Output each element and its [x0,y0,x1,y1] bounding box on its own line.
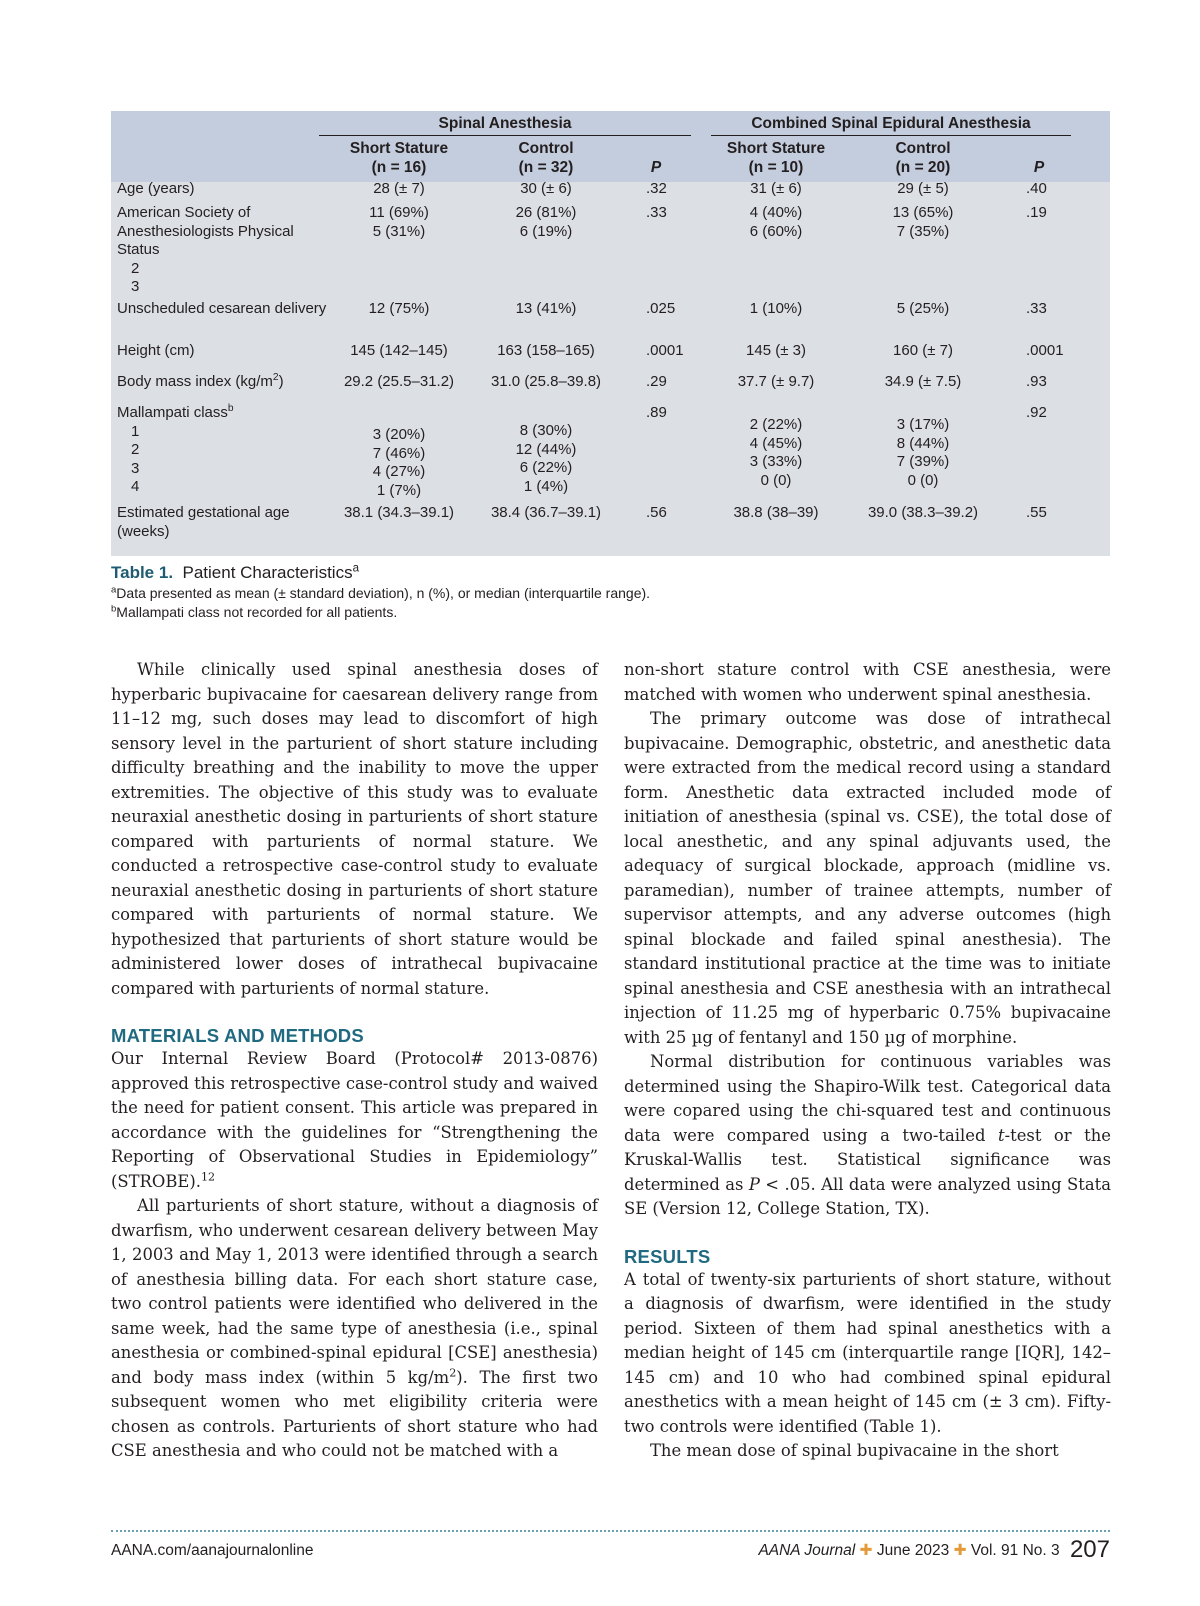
heading-results: RESULTS [624,1245,711,1267]
caption-title [111,562,1110,584]
cell-line: 1 (4%) [523,477,569,495]
superscript: b [227,403,234,414]
paragraph-statistics [624,1050,1111,1222]
cell-height-ss-spinal: 145 (142–145) [350,342,448,359]
row-label-gestational: Estimated gestational age (weeks) [117,504,290,540]
row-label-text: Body mass index (kg/m [117,373,273,390]
group-rule-spinal [319,135,691,136]
caption-title-text: Patient Characteristics [182,563,353,582]
cell-bmi-ss-spinal: 29.2 (25.5–31.2) [343,373,455,390]
col-header-p-spinal [641,158,671,177]
p-label: P [1033,159,1045,176]
paragraph-text: Our Internal Review Board (Protocol# 2013-0876) approved this retrospective case-control study and waived the need for patient consent. This article was prepared in accordance with the guidelines for “Strengthening the Reporting of Observational Studies in Epidemiology” (STROBE). [111,1049,598,1191]
cell-line: 5 (31%) [372,222,426,240]
cell-mallampati-control-spinal [476,422,616,496]
cell-line: 0 (0) [907,471,939,489]
cell-line: 7 (39%) [896,453,950,470]
cell-mallampati-ss-spinal [329,426,469,500]
footnote-text: Mallampati class not recorded for all patients. [116,604,398,620]
row-label-mallampati [117,404,332,497]
citation-ref: 12 [200,1170,216,1184]
cell-line: 6 (22%) [519,459,573,476]
cell-unscheduled-ss-spinal: 12 (75%) [368,300,430,317]
paragraph-outcome: The primary outcome was dose of intrathecal bupivacaine. Demographic, obstetric, and anesthetic data were extracted from the medical record using a standard form. Anesthetic data extracted included mode of initiation of anesthesia (spinal vs. CSE), the total dose of local anesthetic, and any spinal adjuvants used, the adequacy of surgical blockade, approach (midline vs. paramedian), number of trainee attempts, number of supervisor attempts, and any adverse outcomes (high spinal blockade and failed spinal anesthesia). The standard institutional practice at the time was to initiate spinal anesthesia and CSE anesthesia with an intrathecal injection of 11.25 mg of hyperbaric 0.75% bupivacaine with 25 µg of fentanyl and 150 µg of morphine. [624,709,1111,1047]
footer-divider [111,1530,1110,1532]
row-label-age: Age (years) [117,180,195,197]
body-column-left [111,658,598,1464]
italic-p: P [748,1174,760,1194]
superscript: b [111,603,117,615]
col-header-control-spinal [486,139,606,177]
group-header-cse: Combined Spinal Epidural Anesthesia [751,115,1031,132]
col-header-line: Short Stature [726,140,826,157]
cell-asa-ss-spinal [329,204,469,241]
cell-line: 8 (44%) [896,434,950,452]
cell-asa-p-spinal: .33 [646,204,667,221]
cell-gestational-p-spinal: .56 [646,504,667,521]
cell-line: 6 (19%) [519,222,573,240]
cell-bmi-control-spinal: 31.0 (25.8–39.8) [490,373,602,390]
row-sublabel: 2 [131,441,140,458]
cell-line: 0 (0) [760,471,792,489]
col-header-line: (n = 10) [748,159,804,176]
footnote-b [111,603,1110,622]
journal-name: AANA Journal [758,1542,856,1559]
col-header-p-cse [1024,158,1054,177]
cell-mallampati-ss-cse [706,416,846,490]
cell-height-control-spinal: 163 (158–165) [497,342,595,359]
issue-date: June 2023 [876,1542,950,1559]
cell-bmi-p-spinal: .29 [646,373,667,390]
cell-gestational-control-spinal: 38.4 (36.7–39.1) [490,504,602,521]
cell-asa-ss-cse [706,204,846,241]
cell-asa-control-spinal [476,204,616,241]
row-label-text: American Society of Anesthesiologists Physical Status [117,204,294,258]
p-label: P [650,159,662,176]
cell-unscheduled-ss-cse: 1 (10%) [749,300,803,317]
cell-height-control-cse: 160 (± 7) [893,342,953,359]
col-header-line: Short Stature [349,140,449,157]
cell-height-ss-cse: 145 (± 3) [746,342,806,359]
cell-unscheduled-control-cse: 5 (25%) [896,300,950,317]
row-label-unscheduled: Unscheduled cesarean delivery [117,300,327,317]
cell-gestational-ss-cse: 38.8 (38–39) [733,504,819,521]
patient-characteristics-table [111,111,1110,556]
cell-mallampati-control-cse [853,416,993,490]
cell-line: 11 (69%) [369,204,429,221]
page-number: 207 [1069,1536,1110,1563]
body-column-right [624,658,1111,1464]
cell-unscheduled-p-spinal: .025 [646,300,676,317]
cell-line: 4 (27%) [372,463,426,480]
row-sublabel: 2 [131,259,140,277]
cell-age-p-cse: .40 [1026,180,1047,197]
cell-line: 7 (46%) [372,444,426,462]
row-sublabel: 3 [131,278,140,295]
cell-line: 6 (60%) [749,222,803,240]
paragraph-intro: While clinically used spinal anesthesia doses of hyperbaric bupivacaine for caesarean delivery range from 11–12 mg, such doses may lead to discomfort of high sensory level in the parturient of short stature including difficulty breathing and the inability to move the upper extremities. The objective of this study was to evaluate neuraxial anesthetic dosing in parturients of short stature compared with parturients of normal stature. We conducted a retrospective case-control study to evaluate neuraxial anesthetic dosing in parturients of short stature compared with parturients of normal stature. We hypothesized that parturients of short stature would be administered lower doses of intrathecal bupivacaine compared with parturients of normal stature. [111,660,598,998]
footnote-text: Data presented as mean (± standard deviation), n (%), or median (interquartile range). [116,585,651,601]
paragraph-text: ). The first two subsequent women who met eligibility criteria were chosen as controls. Parturients of short stature who had CSE anesthesia and who could not be matched with a [111,1367,598,1460]
cell-line: 3 (33%) [749,453,803,470]
cell-gestational-p-cse: .55 [1026,504,1047,521]
cell-line: 1 (7%) [376,481,422,499]
volume-number: Vol. 91 No. 3 [970,1542,1060,1559]
cell-line: 3 (20%) [372,426,426,443]
table-caption [111,562,1110,622]
row-sublabel: 1 [131,422,140,440]
cell-bmi-ss-cse: 37.7 (± 9.7) [737,373,815,390]
plus-icon: ✚ [859,1542,873,1559]
col-header-line: Control [895,140,951,157]
group-header-spinal: Spinal Anesthesia [438,115,572,132]
cell-age-ss-cse: 31 (± 6) [750,180,802,197]
cell-line: 13 (65%) [892,204,954,221]
cell-mallampati-p-cse: .92 [1026,404,1047,421]
cell-line: 4 (40%) [749,204,803,221]
col-header-line: (n = 20) [895,159,951,176]
cell-line: 4 (45%) [749,434,803,452]
footer-citation [758,1536,1110,1564]
paragraph-text: All parturients of short stature, without a diagnosis of dwarfism, who underwent cesarean delivery between May 1, 2003 and May 1, 2013 were identified through a search of anesthesia billing data. For each short stature case, two control patients were identified who delivered in the same week, had the same type of anesthesia (i.e., spinal anesthesia or combined-spinal epidural [CSE] anesthesia) and body mass index (within 5 kg/m [111,1196,598,1387]
cell-gestational-control-cse: 39.0 (38.3–39.2) [867,504,979,521]
cell-asa-control-cse [853,204,993,241]
paragraph-text: < .05. All data were analyzed using Stata SE (Version 12, College Station, TX). [624,1174,1111,1218]
superscript: 2 [272,372,279,383]
cell-bmi-control-cse: 34.9 (± 7.5) [884,373,962,390]
footnote-a [111,584,1110,603]
cell-age-control-spinal: 30 (± 6) [520,180,572,197]
cell-height-p-cse: .0001 [1026,342,1064,359]
row-sublabel: 3 [131,459,140,477]
cell-mallampati-p-spinal: .89 [646,404,667,421]
cell-line: 7 (35%) [896,222,950,240]
cell-unscheduled-control-spinal: 13 (41%) [515,300,577,317]
row-sublabel: 4 [131,478,140,495]
col-header-control-cse [863,139,983,177]
row-label-bmi [117,373,332,392]
paragraph-matching: non-short stature control with CSE anesthesia, were matched with women who underwent spinal anesthesia. [624,660,1111,704]
cell-age-p-spinal: .32 [646,180,667,197]
superscript: 2 [449,1366,457,1380]
col-header-line: Control [518,140,574,157]
paragraph-results-1: A total of twenty-six parturients of short stature, without a diagnosis of dwarfism, were identified in the study period. Sixteen of them had spinal anesthetics with a median height of 145 cm (interquartile range [IQR], 142–145 cm) and 10 who had combined spinal epidural anesthetics with a mean height of 145 cm (± 3 cm). Fifty-two controls were identified (Table 1). [624,1269,1111,1436]
cell-line: 8 (30%) [519,422,573,439]
col-header-line: (n = 32) [518,159,574,176]
paragraph-results-2: The mean dose of spinal bupivacaine in the short [650,1441,1059,1460]
col-header-line: (n = 16) [371,159,427,176]
row-label-text: ) [278,373,284,390]
group-rule-cse [711,135,1071,136]
superscript: a [111,584,117,596]
superscript: a [352,562,359,575]
row-label-height: Height (cm) [117,342,195,359]
cell-unscheduled-p-cse: .33 [1026,300,1047,317]
paragraph-text: -test or the Kruskal-Wallis test. Statistical significance was determined as [624,1125,1111,1194]
cell-line: 12 (44%) [515,440,577,458]
paragraph-irb [111,1047,598,1194]
cell-gestational-ss-spinal: 38.1 (34.3–39.1) [343,504,455,521]
cell-age-control-cse: 29 (± 5) [897,180,949,197]
cell-bmi-p-cse: .93 [1026,373,1047,390]
paragraph-text: Normal distribution for continuous variables was determined using the Shapiro-Wilk test. Categorical data were copared using the chi-squared test and continuous data were compared using a two-tailed [624,1052,1111,1145]
italic-t: t [997,1125,1005,1145]
cell-age-ss-spinal: 28 (± 7) [373,180,425,197]
paragraph-selection [111,1194,598,1464]
cell-line: 2 (22%) [749,416,803,433]
row-label-text: Mallampati class [117,404,228,421]
row-label-asa [117,204,332,297]
col-header-ss-cse [706,139,846,177]
footer-url[interactable]: AANA.com/aanajournalonline [111,1542,314,1559]
plus-icon: ✚ [953,1542,967,1559]
col-header-ss-spinal [329,139,469,177]
cell-line: 3 (17%) [896,416,950,433]
cell-line: 26 (81%) [515,204,577,221]
heading-methods: MATERIALS AND METHODS [111,1025,364,1046]
cell-asa-p-cse: .19 [1026,204,1047,221]
caption-label: Table 1. [111,563,174,582]
cell-height-p-spinal: .0001 [646,342,684,359]
